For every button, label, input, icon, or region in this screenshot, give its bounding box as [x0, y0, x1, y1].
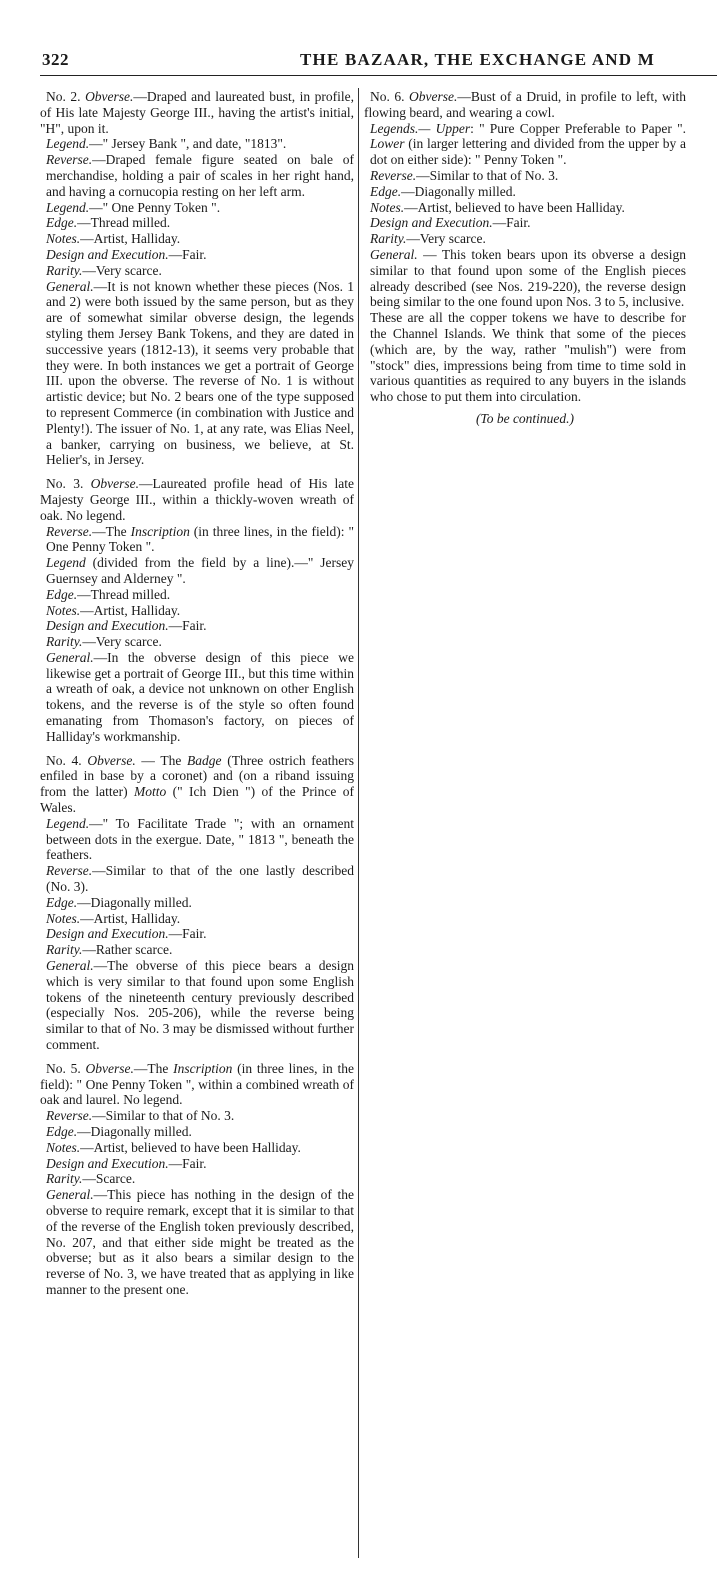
no6-notes: Notes.—Artist, believed to have been Halliday. — [370, 199, 625, 215]
no2-reverse: Reverse.—Draped female figure seated on bale of merchandise, holding a pair of scales in her right hand, and having a cornucopia resting on her left arm. — [46, 152, 354, 199]
no6-obverse: No. 6. Obverse.—Bust of a Druid, in profile to left, with flowing beard, and wearing a cowl. — [364, 89, 687, 120]
running-title: THE BAZAAR, THE EXCHANGE AND M — [300, 50, 655, 69]
no2-design: Design and Execution.—Fair. — [46, 246, 207, 262]
entry-no-4 — [40, 753, 354, 1053]
no2-notes: Notes.—Artist, Halliday. — [46, 231, 181, 247]
right-column — [364, 89, 686, 427]
no4-design: Design and Execution.—Fair. — [46, 926, 207, 942]
page-header — [0, 50, 717, 76]
no6-reverse: Reverse.—Similar to that of No. 3. — [370, 167, 559, 183]
no3-rarity: Rarity.—Very scarce. — [46, 634, 162, 650]
no3-design: Design and Execution.—Fair. — [46, 618, 207, 634]
no2-rarity: Rarity.—Very scarce. — [46, 262, 162, 278]
no2-legend: Legend.—" Jersey Bank ", and date, "1813". — [46, 136, 287, 152]
no3-notes: Notes.—Artist, Halliday. — [46, 602, 181, 618]
column-divider — [358, 88, 359, 1558]
no3-edge: Edge.—Thread milled. — [46, 586, 171, 602]
no2-edge: Edge.—Thread milled. — [46, 215, 171, 231]
no3-legend: Legend (divided from the field by a line).—" Jersey Guernsey and Alderney ". — [46, 555, 354, 586]
no5-rarity: Rarity.—Scarce. — [46, 1171, 136, 1187]
no5-edge: Edge.—Diagonally milled. — [46, 1124, 192, 1139]
no4-notes: Notes.—Artist, Halliday. — [46, 910, 181, 926]
no4-obverse: No. 4. Obverse. — The Badge (Three ostrich feathers enfiled in base by a coronet) and (on a riband issuing from the latter) Motto (" Ich Dien ") of the Prince of Wales. — [40, 752, 355, 816]
no6-legends: Legends.— Upper: " Pure Copper Preferable to Paper ". Lower (in larger lettering and divided from the upper by a dot on either side): " Penny Token ". — [370, 120, 686, 168]
no2-general: General.—It is not known whether these pieces (Nos. 1 and 2) were both issued by the same person, but as they are of somewhat similar obverse design, the legends styling them Jersey Bank Tokens, and they are dated in successive years (1812-13), it seems very probable that they were. In both instances we get a portrait of George III. upon the obverse. The reverse of No. 1 is without artistic device; but No. 2 bears one of the type supposed to represent Commerce (in combination with Justice and Plenty!). The issuer of No. 1, at any rate, was Elias Neel, a banker, carrying on business, we believe, at St. Helier's, in Jersey. — [46, 278, 354, 468]
no4-edge: Edge.—Diagonally milled. — [46, 894, 192, 910]
closing-paragraph: These are all the copper tokens we have to describe for the Channel Islands. We think that some of the pieces (which are, by the way, rather "mulish") were from "stock" dies, impressions being from time to time sold in various quantities as required to any buyers in the islands who chose to put them into circulation. — [370, 310, 686, 405]
no4-general: General.—The obverse of this piece bears a design which is very similar to that found upon some English tokens of the nineteenth century previously described (especially Nos. 205-206), while the reverse being similar to that of No. 3 may be dismissed without further comment. — [46, 958, 354, 1053]
no4-reverse: Reverse.—Similar to that of the one lastly described (No. 3). — [46, 863, 354, 895]
no4-legend: Legend.—" To Facilitate Trade "; with an ornament between dots in the exergue. Date, " 1813 ", beneath the feathers. — [46, 815, 354, 863]
to-be-continued: (To be continued.) — [475, 410, 575, 426]
no6-design: Design and Execution.—Fair. — [370, 215, 531, 231]
no6-general: General. — This token bears upon its obverse a design similar to that found upon some of the English pieces already described (see Nos. 219-220), the reverse design being similar to the one found upon Nos. 3 to 5, inclusive. — [370, 246, 686, 310]
no3-general: General.—In the obverse design of this piece we likewise get a portrait of George III., but this time within a wreath of oak, a device not unknown on other English tokens, and the reverse is of the style so often found emanating from Thomason's factory, on pieces of Halliday's workmanship. — [46, 649, 354, 744]
entry-gap — [40, 468, 354, 476]
entry-no-5 — [40, 1061, 354, 1298]
no5-obverse: No. 5. Obverse.—The Inscription (in three lines, in the field): " One Penny Token ", within a combined wreath of oak and laurel. No legend. — [40, 1060, 355, 1108]
no5-reverse: Reverse.—Similar to that of No. 3. — [46, 1108, 235, 1124]
no5-notes: Notes.—Artist, believed to have been Halliday. — [46, 1139, 301, 1155]
no3-obverse: No. 3. Obverse.—Laureated profile head of His late Majesty George III., within a thickly-woven wreath of oak. No legend. — [40, 476, 355, 523]
no2-legend-2: Legend.—" One Penny Token ". — [46, 199, 221, 215]
no4-rarity: Rarity.—Rather scarce. — [46, 942, 173, 958]
page-number: 322 — [42, 50, 69, 69]
entry-no-2 — [40, 89, 354, 468]
left-column — [40, 89, 354, 1298]
no2-obverse: No. 2. Obverse.—Draped and laureated bust, in profile, of His late Majesty George III., having the artist's initial, "H", upon it. — [40, 89, 354, 136]
header-rule — [40, 75, 717, 76]
entry-gap — [40, 745, 354, 753]
no5-general: General.—This piece has nothing in the design of the obverse to require remark, except that it is similar to that of the reverse of the English token previously described, No. 207, and that either side might be treated as the obverse; but as it also bears a similar design to the reverse of No. 3, we have treated that as applying in like manner to the present one. — [46, 1187, 354, 1297]
no6-rarity: Rarity.—Very scarce. — [370, 231, 486, 247]
entry-gap — [40, 1053, 354, 1061]
no6-edge: Edge.—Diagonally milled. — [370, 183, 516, 199]
entry-no-3 — [40, 476, 354, 745]
no3-reverse: Reverse.—The Inscription (in three lines, in the field): " One Penny Token ". — [46, 523, 354, 555]
no5-design: Design and Execution.—Fair. — [46, 1155, 207, 1171]
entry-no-6 — [364, 89, 686, 310]
